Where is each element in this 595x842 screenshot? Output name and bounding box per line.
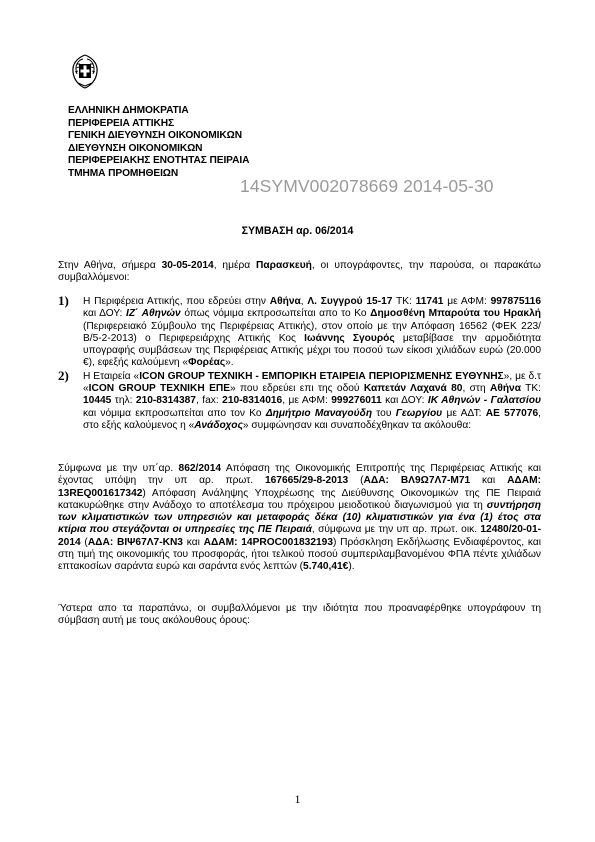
list-number: 1) bbox=[58, 293, 69, 308]
party-2: 2) Η Εταιρεία «ICON GROUP ΤΕΧΝΙΚΗ - ΕΜΠΟΡΙΚΗ ΕΤΑΙΡΕΙΑ ΠΕΡΙΟΡΙΣΜΕΝΗΣ ΕΥΘΥΝΗΣ», με δ.τ «ICON GROUP ΤΕΧΝΙΚΗ ΕΠΕ» που εδρεύει επι της οδού Καπετάν Λαχανά 80, στη Αθήνα ΤΚ: 10445 τηλ: 210-8314387, fax: 210-8314016, με ΑΦΜ: 999276011 και ΔΟΥ: ΙΚ Αθηνών - Γαλατσίου και νόμιμα εκπροσωπείται απο τον Κο Δημήτριο Μαναγούδη του Γεωργίου με ΑΔΤ: ΑΕ 577076, στο εξής καλούμενος η «Ανάδοχος» συμφώνησαν και συναποδέχθηκαν τα ακόλουθα: bbox=[58, 367, 542, 431]
contract-day: Παρασκευή bbox=[256, 260, 312, 271]
party-1: 1) Η Περιφέρεια Αττικής, που εδρεύει στην Αθήνα, Λ. Συγγρού 15-17 ΤΚ: 11741 με ΑΦΜ: 997875116 και ΔΟΥ: ΙΖ΄ Αθηνών όπως νόμιμα εκπροσωπείται απο το Κο Δημοσθένη Μπαρούτα του Ηρακλή (Περιφερειακό Σύμβουλο της Περιφέρειας Αττικής), στον οποίο με την Απόφαση 16562 (ΦΕΚ 223/Β/5-2-2013) ο Περιφερειάρχης Αττικής Κος Ιωάννης Σγουρός μεταβίβασε την αρμοδιότητα υπογραφής συμβάσεων της Περιφέρειας Αττικής μέχρι του ποσού των είκοσι χιλιάδων ευρώ (20.000 €), εφεξής καλούμενη «Φορέας». bbox=[58, 293, 542, 369]
closing-paragraph: Ύστερα απο τα παραπάνω, οι συμβαλλόμενοι με την ιδιότητα που προαναφέρθηκε υπογράφουν τη σύμβαση αυτή με τους ακόλουθους όρους: bbox=[58, 603, 541, 627]
contract-title: ΣΥΜΒΑΣΗ αρ. 06/2014 bbox=[241, 225, 354, 237]
header-line: ΤΜΗΜΑ ΠΡΟΜΗΘΕΙΩΝ bbox=[68, 167, 179, 179]
greek-emblem-icon bbox=[68, 52, 102, 90]
page-number: 1 bbox=[294, 792, 301, 806]
header-line: ΓΕΝΙΚΗ ΔΙΕΥΘΥΝΣΗ ΟΙΚΟΝΟΜΙΚΩΝ bbox=[68, 130, 242, 142]
list-number: 2) bbox=[58, 367, 69, 383]
parties-list bbox=[58, 293, 542, 432]
header-line: ΔΙΕΥΘΥΝΣΗ ΟΙΚΟΝΟΜΙΚΩΝ bbox=[68, 142, 203, 154]
contract-date: 30-05-2014 bbox=[161, 260, 214, 271]
document-id-stamp: 14SYMV002078669 2014-05-30 bbox=[240, 176, 494, 196]
intro-paragraph: Στην Αθήνα, σήμερα 30-05-2014, ημέρα Παρασκευή, οι υπογράφοντες, την παρούσα, οι παρακάτω συμβαλλόμενοι: bbox=[58, 260, 541, 284]
header-line: ΕΛΛΗΝΙΚΗ ΔΗΜΟΚΡΑΤΙΑ bbox=[68, 105, 189, 116]
header-line: ΠΕΡΙΦΕΡΕΙΑ ΑΤΤΙΚΗΣ bbox=[68, 117, 174, 129]
issuing-authority bbox=[68, 105, 249, 181]
header-line: ΠΕΡΙΦΕΡΕΙΑΚΗΣ ΕΝΟΤΗΤΑΣ ΠΕΙΡΑΙΑ bbox=[68, 155, 250, 167]
award-paragraph: Σύμφωνα με την υπ΄αρ. 862/2014 Απόφαση της Οικονομικής Επιτροπής της Περιφέρειας Αττικής και έχοντας υπόψη την υπ αρ. πρωτ. 167665/29-8-2013 (ΑΔΑ: ΒΛ9Ω7Λ7-Μ71 και ΑΔΑΜ: 13REQ001617342) Απόφαση Ανάληψης Υποχρέωσης της Διεύθυνσης Οικονομικών της ΠΕ Πειραιά κατακυρώθηκε στην Ανάδοχο το αποτέλεσμα του πρόχειρου μειοδοτικού διαγωνισμού για τη συντήρηση των κλιματιστικών των υπηρεσιών και μεταφοράς δέκα (10) κλιματιστικών για ένα (1) έτος στα κτίρια που στεγάζονται οι υπηρεσίες της ΠΕ Πειραιά, σύμφωνα με την υπ αρ. πρωτ. οικ. 12480/20-01-2014 (ΑΔΑ: ΒΙΨ67Λ7-ΚΝ3 και ΑΔΑΜ: 14PROC001832193) Πρόσκληση Εκδήλωσης Ενδιαφέροντος, και στη τιμή της οικονομικής του προσφοράς, ήτοι τελικού ποσού συμπεριλαμβανομένου ΦΠΑ πέντε χιλιάδων επτακοσίων σαράντα ευρώ και σαράντα ενός λεπτών (5.740,41€). bbox=[58, 463, 541, 573]
